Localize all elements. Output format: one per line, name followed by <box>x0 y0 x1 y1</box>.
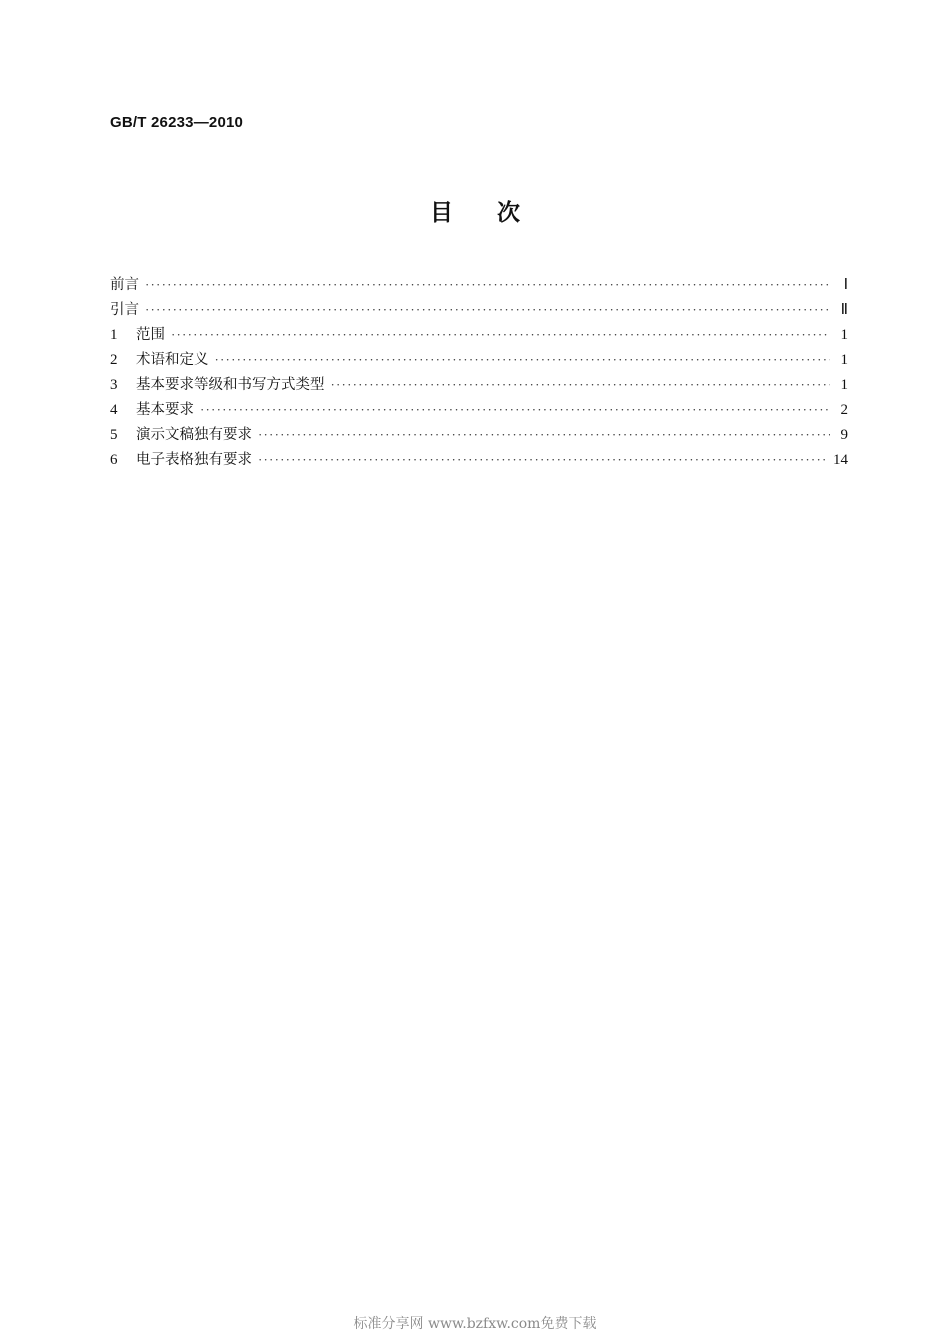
toc-title-char-2: 次 <box>497 200 520 226</box>
toc-entry-foreword[interactable] <box>110 273 848 298</box>
toc-title <box>0 194 950 227</box>
toc-entry-number: 1 <box>110 327 118 343</box>
toc-entry-basic-requirements[interactable] <box>110 398 848 423</box>
toc-entry-page: Ⅰ <box>843 277 848 293</box>
toc-entry-scope[interactable] <box>110 323 848 348</box>
toc-entry-levels[interactable] <box>110 373 848 398</box>
toc-entry-label: 电子表格独有要求 <box>136 452 252 468</box>
toc-entry-number: 4 <box>110 402 118 418</box>
dot-leader <box>258 427 830 443</box>
toc-entry-label: 范围 <box>136 327 165 343</box>
dot-leader <box>145 277 830 293</box>
toc-entry-number: 5 <box>110 427 118 443</box>
footer-watermark: 标准分享网 www.bzfxw.com免费下载 <box>353 1316 597 1332</box>
toc-entry-label: 演示文稿独有要求 <box>136 427 252 443</box>
toc-entry-page: Ⅱ <box>840 302 848 318</box>
table-of-contents <box>110 273 848 473</box>
dot-leader <box>171 327 830 343</box>
toc-entry-label: 术语和定义 <box>136 352 209 368</box>
dot-leader <box>145 302 830 318</box>
dot-leader <box>200 402 830 418</box>
toc-entry-page: 14 <box>833 452 848 468</box>
toc-entry-terms[interactable] <box>110 348 848 373</box>
standard-number: GB/T 26233—2010 <box>110 114 244 131</box>
dot-leader <box>215 352 831 368</box>
dot-leader <box>258 452 827 468</box>
toc-entry-number: 3 <box>110 377 118 393</box>
toc-title-char-1: 目 <box>430 200 453 226</box>
toc-entry-label: 前言 <box>110 277 139 293</box>
toc-entry-label: 基本要求等级和书写方式类型 <box>136 377 325 393</box>
toc-entry-label: 基本要求 <box>136 402 194 418</box>
toc-entry-presentation[interactable] <box>110 423 848 448</box>
toc-entry-page: 1 <box>840 327 848 343</box>
toc-entry-spreadsheet[interactable] <box>110 448 848 473</box>
toc-entry-label: 引言 <box>110 302 139 318</box>
toc-entry-page: 9 <box>840 427 848 443</box>
toc-entry-number: 6 <box>110 452 118 468</box>
toc-entry-page: 1 <box>840 352 848 368</box>
toc-entry-introduction[interactable] <box>110 298 848 323</box>
toc-entry-number: 2 <box>110 352 118 368</box>
toc-entry-page: 1 <box>840 377 848 393</box>
toc-entry-page: 2 <box>840 402 848 418</box>
dot-leader <box>331 377 831 393</box>
